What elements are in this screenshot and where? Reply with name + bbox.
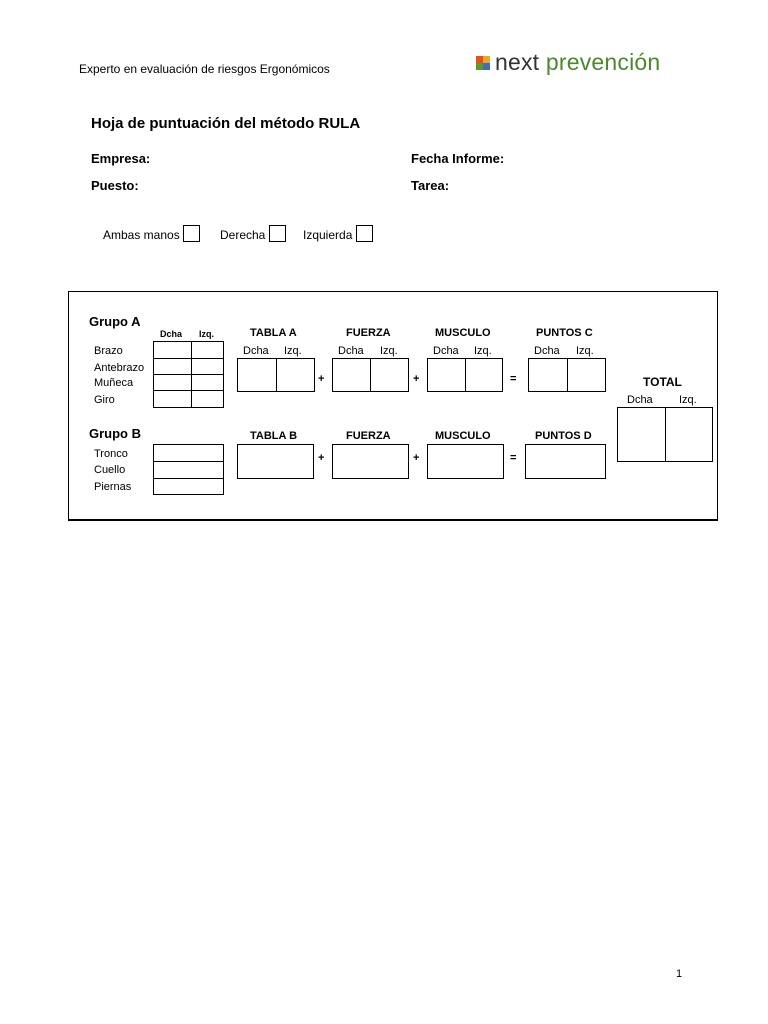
plus-sign: + (413, 452, 420, 464)
ambas-manos-label: Ambas manos (103, 228, 180, 242)
fuerza-a-izq-cell[interactable] (370, 358, 409, 392)
row-label-cuello: Cuello (94, 464, 126, 476)
row-label-giro: Giro (94, 394, 115, 406)
empresa-label: Empresa: (91, 151, 151, 166)
equals-sign: = (510, 373, 517, 385)
fuerza-b-header: FUERZA (346, 430, 391, 442)
tronco-cell[interactable] (153, 444, 224, 462)
tabla-a-dcha-label: Dcha (243, 345, 269, 357)
ambas-manos-checkbox[interactable] (183, 225, 200, 242)
izquierda-checkbox[interactable] (356, 225, 373, 242)
header-subtitle: Experto en evaluación de riesgos Ergonómicos (79, 62, 330, 76)
total-izq-label: Izq. (679, 394, 697, 406)
puntos-c-dcha-label: Dcha (534, 345, 560, 357)
musculo-a-izq-cell[interactable] (465, 358, 503, 392)
derecha-checkbox[interactable] (269, 225, 286, 242)
puntos-c-header: PUNTOS C (536, 327, 593, 339)
musculo-b-cell[interactable] (427, 444, 504, 479)
musculo-a-dcha-label: Dcha (433, 345, 459, 357)
fuerza-a-dcha-cell[interactable] (332, 358, 371, 392)
grupo-a-title: Grupo A (89, 314, 141, 329)
cuello-cell[interactable] (153, 461, 224, 479)
row-label-muneca: Muñeca (94, 377, 134, 389)
row-label-brazo: Brazo (94, 345, 123, 357)
tabla-b-header: TABLA B (250, 430, 298, 442)
row-label-piernas: Piernas (94, 481, 132, 493)
grupo-a-col-izq: Izq. (199, 329, 214, 339)
antebrazo-dcha-cell[interactable] (153, 358, 192, 375)
fuerza-a-dcha-label: Dcha (338, 345, 364, 357)
tabla-b-cell[interactable] (237, 444, 314, 479)
piernas-cell[interactable] (153, 478, 224, 495)
logo-word-prevencion: prevención (545, 49, 661, 75)
derecha-label: Derecha (220, 228, 266, 242)
muneca-izq-cell[interactable] (191, 374, 224, 391)
musculo-b-header: MUSCULO (435, 430, 491, 442)
musculo-a-dcha-cell[interactable] (427, 358, 466, 392)
total-dcha-cell[interactable] (617, 407, 666, 462)
antebrazo-izq-cell[interactable] (191, 358, 224, 375)
puntos-d-cell[interactable] (525, 444, 606, 479)
logo-text (495, 48, 660, 76)
giro-izq-cell[interactable] (191, 390, 224, 408)
tabla-a-izq-cell[interactable] (276, 358, 315, 392)
fuerza-b-cell[interactable] (332, 444, 409, 479)
document-title: Hoja de puntuación del método RULA (91, 115, 361, 132)
tarea-label: Tarea: (411, 178, 450, 193)
fuerza-a-izq-label: Izq. (380, 345, 398, 357)
fuerza-a-header: FUERZA (346, 327, 391, 339)
fecha-informe-label: Fecha Informe: (411, 151, 505, 166)
brazo-dcha-cell[interactable] (153, 341, 192, 359)
total-izq-cell[interactable] (665, 407, 713, 462)
giro-dcha-cell[interactable] (153, 390, 192, 408)
puntos-c-izq-label: Izq. (576, 345, 594, 357)
puesto-label: Puesto: (91, 178, 139, 193)
puntos-c-dcha-cell[interactable] (528, 358, 568, 392)
row-label-tronco: Tronco (94, 448, 128, 460)
row-label-antebrazo: Antebrazo (94, 362, 145, 374)
musculo-a-izq-label: Izq. (474, 345, 492, 357)
puntos-c-izq-cell[interactable] (567, 358, 606, 392)
muneca-dcha-cell[interactable] (153, 374, 192, 391)
logo-squares-icon (476, 56, 490, 70)
brazo-izq-cell[interactable] (191, 341, 224, 359)
total-dcha-label: Dcha (627, 394, 653, 406)
izquierda-label: Izquierda (303, 228, 353, 242)
tabla-a-header: TABLA A (250, 327, 297, 339)
grupo-b-title: Grupo B (89, 426, 141, 441)
plus-sign: + (318, 452, 325, 464)
tabla-a-izq-label: Izq. (284, 345, 302, 357)
musculo-a-header: MUSCULO (435, 327, 491, 339)
plus-sign: + (318, 373, 325, 385)
tabla-a-dcha-cell[interactable] (237, 358, 277, 392)
plus-sign: + (413, 373, 420, 385)
equals-sign: = (510, 452, 517, 464)
page-number: 1 (676, 968, 683, 980)
total-header: TOTAL (643, 375, 682, 389)
puntos-d-header: PUNTOS D (535, 430, 592, 442)
grupo-a-col-dcha: Dcha (160, 329, 183, 339)
logo-word-next: next (495, 49, 540, 75)
